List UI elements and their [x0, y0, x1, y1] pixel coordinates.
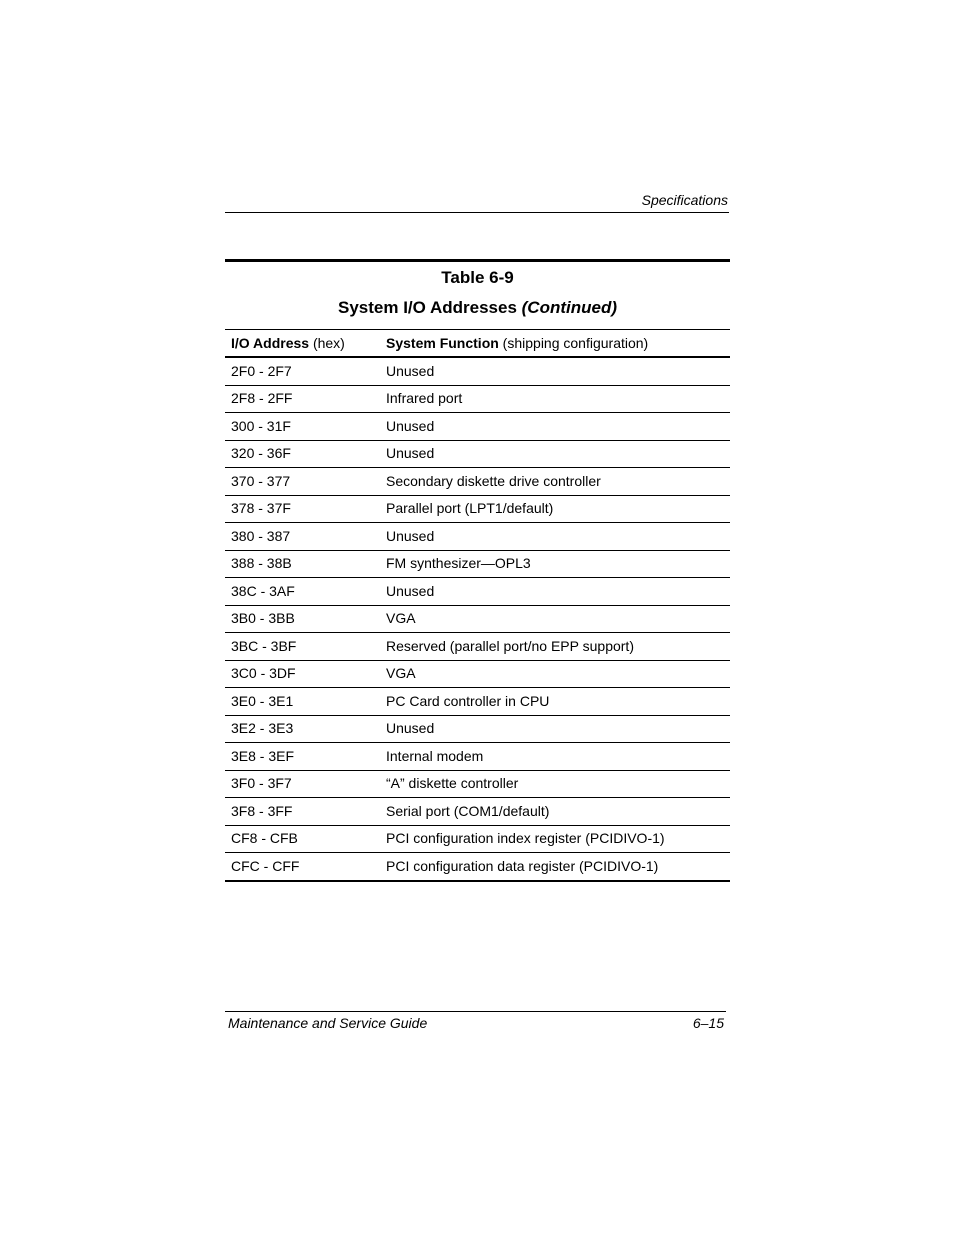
table-row [225, 715, 730, 743]
io-address-cell: 3E8 - 3EF [225, 743, 380, 771]
table-row [225, 743, 730, 771]
table-row [225, 550, 730, 578]
table-row [225, 825, 730, 853]
system-function-cell: Secondary diskette drive controller [380, 468, 730, 496]
system-function-cell: VGA [380, 660, 730, 688]
column-header-io-address-bold: I/O Address [231, 335, 310, 351]
table-row [225, 605, 730, 633]
io-address-cell: 3E0 - 3E1 [225, 688, 380, 716]
table-number: Table 6-9 [441, 268, 514, 287]
table-row [225, 468, 730, 496]
table-top-rule [225, 259, 730, 262]
io-address-cell: 3BC - 3BF [225, 633, 380, 661]
io-address-cell: 378 - 37F [225, 495, 380, 523]
column-header-system-function-bold: System Function [386, 335, 499, 351]
system-function-cell: Serial port (COM1/default) [380, 798, 730, 826]
system-function-cell: “A” diskette controller [380, 770, 730, 798]
table-row [225, 770, 730, 798]
io-address-cell: CFC - CFF [225, 853, 380, 881]
io-address-cell: 2F0 - 2F7 [225, 357, 380, 385]
table-row [225, 440, 730, 468]
system-function-cell: Parallel port (LPT1/default) [380, 495, 730, 523]
io-address-table [225, 329, 730, 882]
table-row [225, 660, 730, 688]
io-address-cell: 370 - 377 [225, 468, 380, 496]
footer-rule [225, 1011, 726, 1012]
table-row [225, 853, 730, 881]
table-header-row [225, 330, 730, 358]
io-address-cell: 320 - 36F [225, 440, 380, 468]
table-row [225, 798, 730, 826]
io-address-cell: CF8 - CFB [225, 825, 380, 853]
system-function-cell: Infrared port [380, 385, 730, 413]
table-row [225, 688, 730, 716]
table-title-text: System I/O Addresses [338, 298, 517, 317]
table-title [225, 297, 730, 319]
system-function-cell: Unused [380, 413, 730, 441]
header-rule [225, 212, 729, 213]
column-header-system-function [380, 330, 730, 358]
footer-guide-title: Maintenance and Service Guide [228, 1015, 428, 1031]
io-address-cell: 2F8 - 2FF [225, 385, 380, 413]
table-row [225, 413, 730, 441]
table-row [225, 523, 730, 551]
table-body [225, 357, 730, 881]
column-header-io-address [225, 330, 380, 358]
system-function-cell: PCI configuration data register (PCIDIVO-1) [380, 853, 730, 881]
io-address-cell: 3F8 - 3FF [225, 798, 380, 826]
table-row [225, 385, 730, 413]
system-function-cell: VGA [380, 605, 730, 633]
io-address-cell: 3C0 - 3DF [225, 660, 380, 688]
system-function-cell: FM synthesizer—OPL3 [380, 550, 730, 578]
system-function-cell: Unused [380, 440, 730, 468]
table-row [225, 578, 730, 606]
io-address-cell: 3F0 - 3F7 [225, 770, 380, 798]
system-function-cell: PC Card controller in CPU [380, 688, 730, 716]
table-row [225, 357, 730, 385]
system-function-cell: Unused [380, 523, 730, 551]
system-function-cell: Unused [380, 357, 730, 385]
system-function-cell: Unused [380, 578, 730, 606]
system-function-cell: Reserved (parallel port/no EPP support) [380, 633, 730, 661]
io-address-cell: 388 - 38B [225, 550, 380, 578]
system-function-cell: PCI configuration index register (PCIDIVO-1) [380, 825, 730, 853]
footer-page-number: 6–15 [692, 1015, 724, 1031]
io-address-cell: 3E2 - 3E3 [225, 715, 380, 743]
running-header: Specifications [641, 192, 728, 208]
table-title-continued: (Continued) [521, 298, 617, 317]
system-function-cell: Internal modem [380, 743, 730, 771]
column-header-system-function-rest: (shipping configuration) [498, 335, 649, 351]
column-header-io-address-rest: (hex) [309, 335, 345, 351]
io-address-cell: 38C - 3AF [225, 578, 380, 606]
table-row [225, 495, 730, 523]
io-address-cell: 300 - 31F [225, 413, 380, 441]
io-address-cell: 380 - 387 [225, 523, 380, 551]
table-row [225, 633, 730, 661]
system-function-cell: Unused [380, 715, 730, 743]
io-address-cell: 3B0 - 3BB [225, 605, 380, 633]
